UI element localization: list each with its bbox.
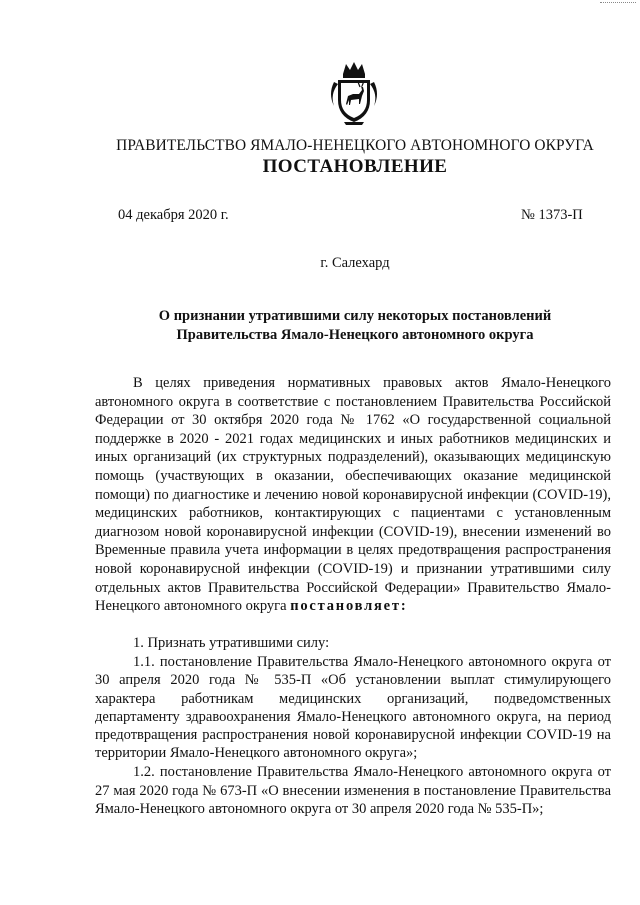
clauses [95, 634, 611, 818]
clause-1-2: 1.2. постановление Правительства Ямало-Ненецкого автономного округа от 27 мая 2020 года № 673-П «О внесении изменения в постановление Правительства Ямало-Ненецкого автономного округа от 30 апреля 2020 года № 535-П»; [95, 764, 611, 817]
clause-1-1: 1.1. постановление Правительства Ямало-Ненецкого автономного округа от 30 апреля 2020 года № 535-П «Об установлении выплат стимулирующего характера работникам медицинских организаций, подведомственных департаменту здравоохранения Ямало-Ненецкого автономного округа, на период предотвращения распространения новой коронавирусной инфекции COVID-19 на территории Ямало-Ненецкого автономного округа»; [95, 654, 611, 762]
clause-1: 1. Признать утратившими силу: [133, 635, 330, 651]
document-number: № 1373-П [521, 207, 583, 223]
organization-name: ПРАВИТЕЛЬСТВО ЯМАЛО-НЕНЕЦКОГО АВТОНОМНОГО ОКРУГА [116, 137, 594, 154]
preamble [95, 374, 611, 616]
scan-corner-mark [600, 2, 636, 7]
preamble-paragraph [95, 374, 611, 616]
document-title [0, 307, 640, 345]
document-type: ПОСТАНОВЛЕНИЕ [262, 156, 448, 177]
document-date: 04 декабря 2020 г. [118, 207, 229, 223]
document-city: г. Салехард [320, 255, 390, 271]
title-line-2: Правительства Ямало-Ненецкого автономного округа [176, 327, 534, 343]
decree-word: постановляет: [290, 598, 408, 615]
title-line-1: О признании утратившими силу некоторых постановлений [158, 308, 552, 324]
preamble-text: В целях приведения нормативных правовых актов Ямало-Ненецкого автономного округа в соответствие с постановлением Правительства Российской Федерации от 30 октября 2020 года № 1762 «О государственной социальной поддержке в 2020 - 2021 годах медицинских и иных работников медицинских и иных организаций (их структурных подразделений), оказывающих медицинскую помощь (участвующих в оказании, обеспечивающих оказание медицинской помощи) по диагностике и лечению новой коронавирусной инфекции (COVID-19), медицинских работников, контактирующих с пациентами с установленным диагнозом новой коронавирусной инфекции (COVID-19), внесении изменений во Временные правила учета информации в целях предотвращения распространения новой коронавирусной инфекции (COVID-19) и признании утратившими силу отдельных актов Правительства Российской Федерации» Правительство Ямало-Ненецкого автономного округа [95, 375, 611, 615]
coat-of-arms-icon [326, 60, 382, 126]
